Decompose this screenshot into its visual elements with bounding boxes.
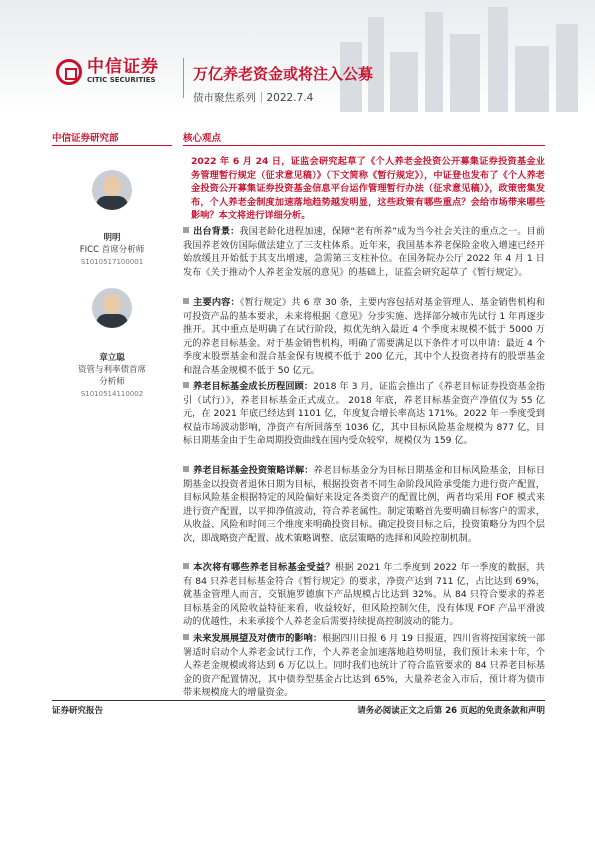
skyline-building [515,46,549,112]
analyst-card [52,352,172,400]
citic-logo [56,58,159,85]
analyst-role: 资管与利率债首席 [77,365,146,375]
main-heading: 核心观点 [183,133,222,144]
section-text: 《暂行规定》共 6 章 30 条，主要内容包括对基金管理人、基金销售机构和可投资产品的基本要求，未来将根据《意见》分步实施、选择部分城市先试行 1 年再逐步推开。其中重点是明确了在试行阶段，拟优先纳入最近 4 个季度末规模不低于 5000 万元的养老目标基金。对于基金销售机构，明确了需要满足以下条件才可以申请：最近 4 个季度末股票基金和混合基金保有规模不低于 200 亿元，其中个人投资者持有的股票基金和混合基金规模不低于 50 亿元。 [183,297,546,376]
section-paragraph [183,561,545,629]
section-text: 2018 年 3 月，证监会推出了《养老目标证券投资基金指引（试行）》，养老目标基金正式成立。 2018 年底，养老目标基金资产净值仅为 55 亿元，在 2021 年底已经达到 1101 亿，年度复合增长率高达 171%。2022 年一季度受到权益市场波动影响，净资产有所回落至 1036 亿，其中目标风险基金规模为 877 亿，目标日期基金由于生命周期投资曲线在国内受众较窄，规模仅为 159 亿。 [183,381,545,446]
square-bullet-icon [183,466,189,472]
analyst-cert-number: S1010514110002 [80,390,144,398]
analyst-role: FICC 首席分析师 [79,245,145,255]
footer-rule [52,700,545,701]
analyst-role-line2: 分析师 [99,377,125,387]
section-paragraph [183,225,545,279]
citic-logo-mark-icon [56,59,82,85]
skyline-building [488,7,508,112]
square-bullet-icon [183,563,189,569]
skyline-building [390,52,418,112]
section-lead: 未来发展展望及对债市的影响： [193,633,323,644]
square-bullet-icon [183,382,189,388]
section-paragraph [183,296,545,377]
section-text: 根据 2021 年二季度到 2022 年一季度的数据，共有 84 只养老目标基金符合《暂行规定》的要求，净资产达到 711 亿，占比达到 69%，就基金管理人而言，交银施罗德旗下产品规模占比达到 32%。从 84 只符合要求的养老目标基金的风险收益特征来看，收益较好，但风险控制欠佳，没有体现 FOF 产品平滑波动的优越性，未来承接个人养老金后需要持续提高控制波动的能力。 [183,562,545,627]
section-lead: 养老目标基金成长历程回顾： [193,381,314,392]
logo-cn-text: 中信证券 [87,57,159,77]
section-text: 根据四川日报 6 月 19 日报道，四川省将按国家统一部署适时启动个人养老金试行工作，个人养老金加速落地趋势明显，我们预计未来十年，个人养老金规模或将达到 6 万亿以上。同时我们也统计了符合监管要求的 84 只养老目标基金的资产配置情况，其中债券型基金占比达到 65%，大量养老金入市后，预计将为债市带来规模庞大的增量资金。 [183,633,545,698]
section-lead: 主要内容： [193,297,240,308]
section-paragraph [183,380,545,448]
footer-disclaimer: 请务必阅读正文之后第 26 页起的免责条款和声明 [357,706,545,716]
sidebar-rule [52,145,172,146]
section-text: 我国老龄化进程加速，保障“老有所养”成为当今社会关注的重点之一。目前我国养老效仿国际做法建立了三支柱体系。近年来，我国基本养老保险金收入增速已经开始放缓且开始低于其支出增速，急需第三支柱补位。在国务院办公厅 2022 年 4 月 1 日发布《关于推动个人养老金发展的意见》的基础上，证监会研究起草了《暂行规定》。 [183,226,545,278]
main-rule [183,145,545,146]
skyline-building [556,24,578,112]
section-lead: 养老目标基金投资策略详解： [193,465,314,476]
analyst-cert-number: S1010517100001 [80,258,144,266]
section-paragraph [183,464,545,545]
analyst-photo-avatar [92,288,132,328]
section-text: 养老目标基金分为目标日期基金和目标风险基金，目标日期基金以投资者退休日期为目标，根据投资者不同生命阶段风险承受能力进行资产配置，目标风险基金根据特定的风险偏好来设定各类资产的配置比例，两者均采用 FOF 模式来进行资产配置，以平抑净值波动，符合养老属性。制定策略首先要明确目标客户的需求，从收益、风险和时间三个维度来明确投资目标。确定投资目标之后，投资策略分为四个层次，即战略资产配置、战术策略调整、底层策略的选择和风险控制机制。 [183,465,546,544]
sidebar-heading: 中信证券研究部 [52,133,119,144]
skyline-building [450,34,480,112]
logo-en-text: CITIC SECURITIES [87,76,156,84]
header-divider [183,58,184,98]
section-lead: 出台背景： [193,226,240,237]
section-paragraph [183,632,545,700]
analyst-photo-avatar [92,170,132,210]
square-bullet-icon [183,227,189,233]
core-summary: 2022 年 6 月 24 日，证监会研究起草了《个人养老金投资公开募集证券投资基金业务管理暂行规定（征求意见稿）》（下文简称《暂行规定》），中证登也发布了《个人养老金投资公开募集证券投资基金信息平台运作管理暂行办法（征求意见稿）》，政策密集发布，个人养老金制度加速落地趋势越发明显，这些政策有哪些重点？会给市场带来哪些影响？本文将进行详细分析。 [191,156,545,221]
square-bullet-icon [183,634,189,640]
analyst-name: 明明 [103,233,121,243]
analyst-name: 章立聪 [99,353,125,363]
report-title: 万亿养老资金或将注入公募 [193,65,374,83]
skyline-building [425,12,443,112]
section-lead: 本次将有哪些养老目标基金受益？ [193,562,335,573]
square-bullet-icon [183,298,189,304]
report-subtitle: 债市聚焦系列｜2022.7.4 [193,92,314,104]
analyst-card [52,232,172,268]
footer-report-type: 证券研究报告 [52,706,104,716]
